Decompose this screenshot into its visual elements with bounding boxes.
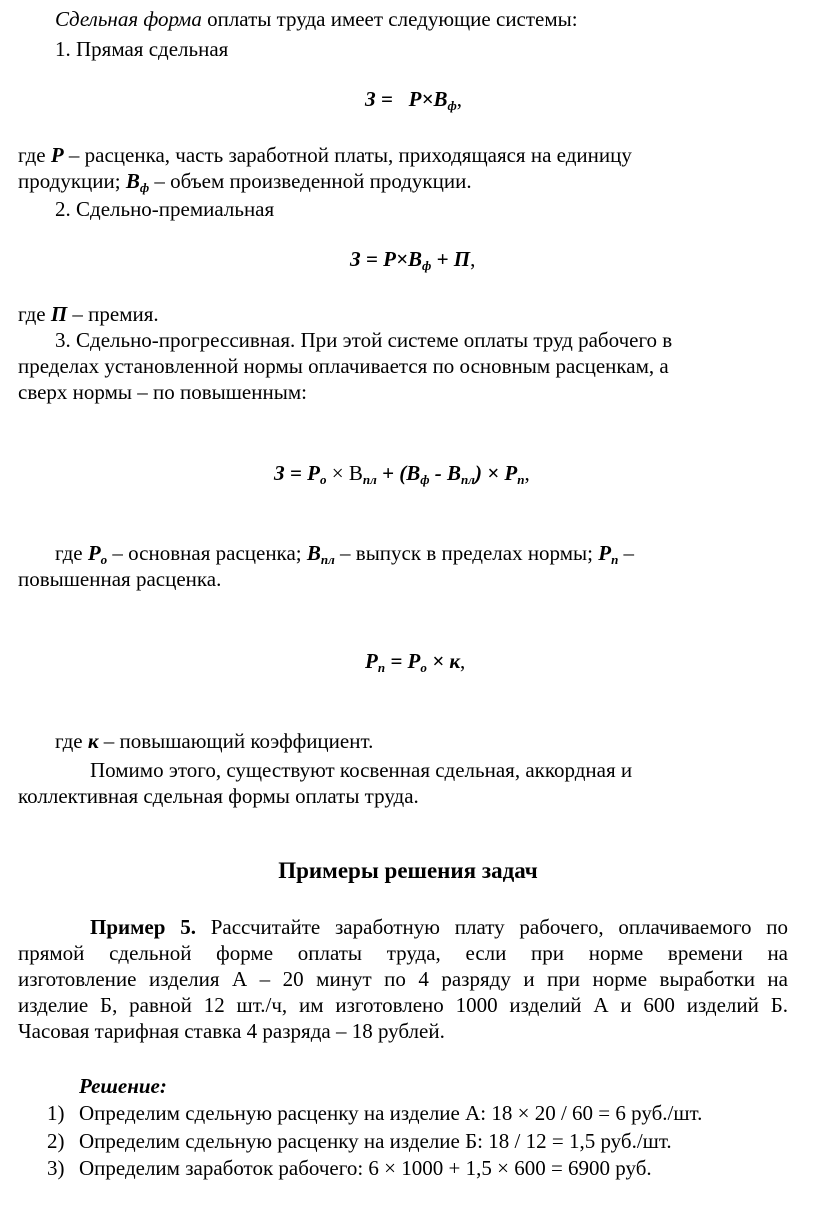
definition-3-line-2: повышенная расценка. — [18, 567, 222, 591]
def3-v-sub: пл — [320, 552, 335, 567]
example-line-4: изделие Б, равной 12 шт./ч, им изготовлено 1000 изделий А и 600 изделий Б. — [18, 993, 788, 1017]
def2-symbol: П — [50, 302, 68, 326]
step-number: 2) — [47, 1129, 65, 1153]
f3-sub-2: пл — [362, 472, 377, 487]
solution-step — [47, 1100, 65, 1126]
example-line-5: Часовая тарифная ставка 4 разряда – 18 рублей. — [18, 1019, 445, 1043]
def3-p2-sub: п — [611, 552, 619, 567]
example-line-2: прямой сдельной форме оплаты труда, если при норме времени на — [18, 941, 788, 965]
def1-text-2a: продукции; — [18, 169, 126, 193]
f3-part-a: З = Р — [274, 461, 320, 485]
system-2-title: 2. Сдельно-премиальная — [55, 197, 275, 221]
def3-p1: Р — [87, 541, 101, 565]
f4-tail: , — [459, 649, 466, 673]
def4-where: где — [55, 729, 88, 753]
solution-step-text: Определим сдельную расценку на изделие А: 18 × 20 / 60 = 6 руб./шт. — [79, 1101, 703, 1125]
f4-sub-2: о — [420, 660, 427, 675]
system-3-line-2: пределах установленной нормы оплачивается по основным расценкам, а — [18, 354, 669, 378]
def4-text: – повышающий коэффициент. — [98, 729, 374, 753]
f4-part-b: = Р — [385, 649, 421, 673]
def3-text-c: – выпуск в пределах нормы; — [334, 541, 599, 565]
f3-part-d: - В — [429, 461, 462, 485]
note-line-1: Помимо этого, существуют косвенная сдельная, аккордная и — [90, 758, 633, 782]
example-line-3: изготовление изделия А – 20 минут по 4 разряду и при норме выработки на — [18, 967, 788, 991]
solution-step-text: Определим заработок рабочего: 6 × 1000 + 1,5 × 600 = 6900 руб. — [79, 1156, 652, 1180]
formula-2 — [350, 246, 475, 272]
formula-2-rest: + П — [431, 247, 471, 271]
f3-tail: , — [524, 461, 530, 485]
definition-2 — [18, 301, 159, 327]
def1-text-2b: – объем произведенной продукции. — [149, 169, 472, 193]
def3-text-b: – основная расценка; — [107, 541, 307, 565]
system-1-title: 1. Прямая сдельная — [55, 37, 229, 61]
example-line-1 — [90, 914, 788, 940]
f3-part-e: ) × Р — [474, 461, 518, 485]
def1-symbol-v: В — [125, 169, 140, 193]
def1-symbol-p: Р — [50, 143, 64, 167]
formula-2-main: З = Р×В — [350, 247, 422, 271]
intro-rest: оплаты труда имеет следующие системы: — [201, 7, 578, 31]
f4-sub-1: п — [377, 660, 386, 675]
system-3-line-1: 3. Сдельно-прогрессивная. При этой системе оплаты труд рабочего в — [55, 328, 673, 352]
step-number: 3) — [47, 1156, 65, 1180]
def3-p1-sub: о — [100, 552, 108, 567]
definition-3-line-1 — [55, 540, 634, 566]
def2-text: – премия. — [67, 302, 159, 326]
formula-2-sub: ф — [421, 258, 432, 273]
system-3-line-3: сверх нормы – по повышенным: — [18, 380, 307, 404]
definition-4 — [55, 728, 373, 754]
f4-part-c: × к — [426, 649, 460, 673]
step-number: 1) — [47, 1101, 65, 1125]
formula-2-tail: , — [470, 247, 476, 271]
def3-v: В — [306, 541, 321, 565]
note-line-2: коллективная сдельная формы оплаты труда. — [18, 784, 419, 808]
formula-1 — [365, 86, 462, 112]
def4-k: к — [87, 729, 99, 753]
def2-where: где — [18, 302, 51, 326]
intro-line — [55, 6, 578, 32]
definition-1-line-2 — [18, 168, 472, 194]
def3-text-d: – — [618, 541, 635, 565]
f3-part-c: + (В — [376, 461, 421, 485]
solution-label: Решение: — [79, 1074, 167, 1098]
def3-p2: Р — [598, 541, 612, 565]
formula-1-lhs: З = — [365, 87, 393, 111]
formula-1-rhs: Р×В — [408, 87, 448, 111]
f3-part-b: × В — [326, 461, 363, 485]
example-text-1: Рассчитайте заработную плату рабочего, оплачиваемого по — [195, 915, 789, 939]
solution-step — [47, 1155, 65, 1181]
section-heading: Примеры решения задач — [278, 858, 538, 883]
def3-where: где — [55, 541, 88, 565]
formula-4 — [365, 648, 465, 674]
formula-1-tail: , — [456, 87, 463, 111]
formula-1-sub: ф — [447, 98, 457, 113]
f3-sub-4: пл — [461, 472, 475, 487]
solution-step — [47, 1128, 65, 1154]
def1-where: где — [18, 143, 51, 167]
f3-sub-3: ф — [420, 472, 430, 487]
intro-term: Сдельная форма — [55, 7, 202, 31]
def1-text-1: – расценка, часть заработной платы, приходящаяся на единицу — [63, 143, 632, 167]
def1-symbol-v-sub: ф — [139, 180, 150, 195]
definition-1-line-1 — [18, 142, 632, 168]
formula-3 — [274, 460, 530, 486]
example-label: Пример 5. — [90, 915, 196, 939]
solution-step-text: Определим сдельную расценку на изделие Б: 18 / 12 = 1,5 руб./шт. — [79, 1129, 672, 1153]
f4-part-a: Р — [365, 649, 378, 673]
f3-sub-5: п — [517, 472, 525, 487]
f3-sub-1: о — [319, 472, 327, 487]
